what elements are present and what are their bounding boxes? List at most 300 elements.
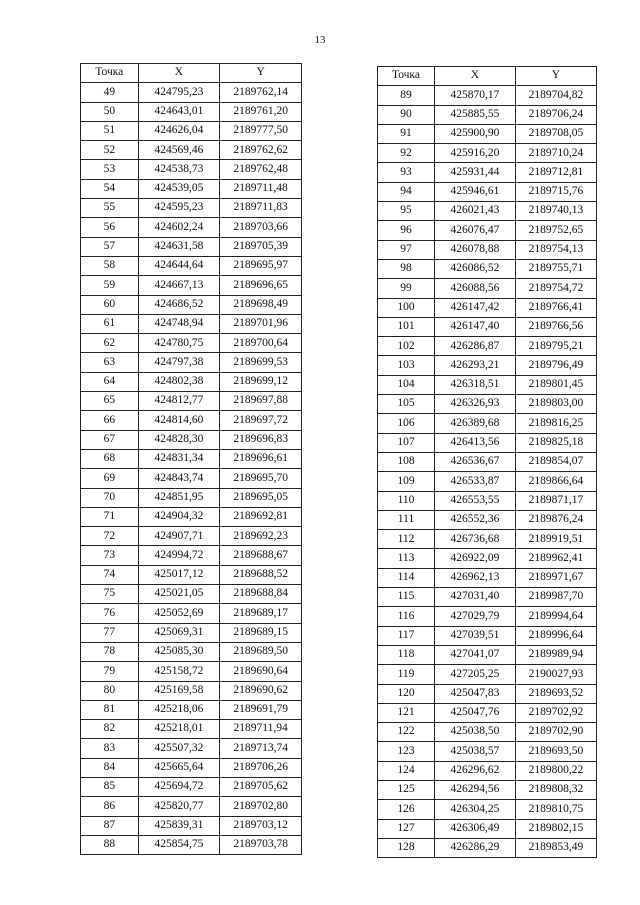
table-row: [81, 411, 302, 430]
cell-point: 54: [81, 179, 139, 198]
cell-point: 78: [81, 642, 139, 661]
cell-x: 426306,49: [435, 819, 516, 838]
cell-x: 424631,58: [138, 237, 220, 256]
table-row: [378, 684, 597, 703]
cell-y: 2189762,62: [220, 141, 302, 160]
cell-y: 2189866,64: [515, 472, 596, 491]
table-row: [378, 124, 597, 143]
cell-y: 2190027,93: [515, 665, 596, 684]
cell-y: 2189701,96: [220, 314, 302, 333]
table-row: [81, 739, 302, 758]
cell-point: 94: [378, 182, 435, 201]
cell-y: 2189762,14: [220, 83, 302, 102]
cell-y: 2189706,26: [220, 758, 302, 777]
table-row: [81, 141, 302, 160]
cell-x: 424851,95: [138, 488, 220, 507]
cell-x: 426078,88: [435, 240, 516, 259]
cell-x: 425946,61: [435, 182, 516, 201]
table-row: [378, 105, 597, 124]
cell-point: 97: [378, 240, 435, 259]
cell-y: 2189712,81: [515, 163, 596, 182]
cell-y: 2189777,50: [220, 121, 302, 140]
cell-y: 2189698,49: [220, 295, 302, 314]
cell-x: 427029,79: [435, 607, 516, 626]
cell-x: 426962,13: [435, 568, 516, 587]
cell-point: 76: [81, 604, 139, 623]
cell-point: 61: [81, 314, 139, 333]
table-row: [378, 838, 597, 857]
cell-point: 84: [81, 758, 139, 777]
table-row: [378, 472, 597, 491]
cell-y: 2189762,48: [220, 160, 302, 179]
cell-y: 2189713,74: [220, 739, 302, 758]
cell-x: 425158,72: [138, 662, 220, 681]
cell-y: 2189854,07: [515, 452, 596, 471]
cell-y: 2189693,50: [515, 742, 596, 761]
cell-point: 92: [378, 144, 435, 163]
table-row: [81, 276, 302, 295]
table-row: [81, 372, 302, 391]
cell-x: 425052,69: [138, 604, 220, 623]
cell-y: 2189795,21: [515, 337, 596, 356]
cell-point: 77: [81, 623, 139, 642]
table-row: [378, 298, 597, 317]
cell-y: 2189703,12: [220, 816, 302, 835]
cell-point: 57: [81, 237, 139, 256]
cell-point: 100: [378, 298, 435, 317]
cell-y: 2189702,80: [220, 797, 302, 816]
table-row: [81, 507, 302, 526]
table-row: [378, 317, 597, 336]
table-row: [378, 588, 597, 607]
cell-point: 118: [378, 645, 435, 664]
table-row: [378, 761, 597, 780]
table-row: [378, 607, 597, 626]
table-row: [378, 800, 597, 819]
table-row: [378, 221, 597, 240]
table-row: [81, 199, 302, 218]
cell-y: 2189876,24: [515, 510, 596, 529]
cell-y: 2189702,92: [515, 703, 596, 722]
cell-point: 74: [81, 565, 139, 584]
table-row: [81, 604, 302, 623]
cell-point: 60: [81, 295, 139, 314]
table-row: [81, 179, 302, 198]
cell-point: 117: [378, 626, 435, 645]
cell-point: 85: [81, 777, 139, 796]
cell-x: 426021,43: [435, 202, 516, 221]
table-row: [378, 780, 597, 799]
cell-point: 113: [378, 549, 435, 568]
cell-x: 424907,71: [138, 527, 220, 546]
cell-point: 68: [81, 449, 139, 468]
cell-y: 2189853,49: [515, 838, 596, 857]
table-row: [81, 797, 302, 816]
cell-point: 120: [378, 684, 435, 703]
cell-x: 424843,74: [138, 469, 220, 488]
cell-x: 425507,32: [138, 739, 220, 758]
cell-point: 58: [81, 256, 139, 275]
cell-point: 72: [81, 527, 139, 546]
cell-x: 424828,30: [138, 430, 220, 449]
table-row: [81, 777, 302, 796]
table-row: [81, 314, 302, 333]
cell-y: 2189994,64: [515, 607, 596, 626]
cell-point: 126: [378, 800, 435, 819]
cell-x: 424780,75: [138, 334, 220, 353]
table-row: [81, 121, 302, 140]
cell-point: 49: [81, 83, 139, 102]
cell-x: 426552,36: [435, 510, 516, 529]
cell-x: 425047,76: [435, 703, 516, 722]
cell-point: 105: [378, 395, 435, 414]
cell-y: 2189688,67: [220, 546, 302, 565]
table-row: [378, 491, 597, 510]
table-row: [378, 86, 597, 105]
cell-x: 426389,68: [435, 414, 516, 433]
cell-y: 2189710,24: [515, 144, 596, 163]
cell-y: 2189919,51: [515, 530, 596, 549]
cell-x: 426318,51: [435, 375, 516, 394]
cell-x: 425839,31: [138, 816, 220, 835]
cell-x: 426326,93: [435, 395, 516, 414]
cell-x: 427031,40: [435, 588, 516, 607]
cell-x: 425085,30: [138, 642, 220, 661]
table-row: [81, 816, 302, 835]
cell-x: 425665,64: [138, 758, 220, 777]
cell-point: 93: [378, 163, 435, 182]
table-row: [81, 256, 302, 275]
cell-y: 2189692,23: [220, 527, 302, 546]
cell-y: 2189688,52: [220, 565, 302, 584]
cell-x: 426076,47: [435, 221, 516, 240]
cell-x: 425885,55: [435, 105, 516, 124]
cell-y: 2189699,53: [220, 353, 302, 372]
cell-y: 2189697,88: [220, 392, 302, 411]
table-row: [378, 452, 597, 471]
table-row: [378, 645, 597, 664]
table-row: [378, 259, 597, 278]
cell-x: 425038,57: [435, 742, 516, 761]
cell-x: 425854,75: [138, 835, 220, 854]
cell-x: 424538,73: [138, 160, 220, 179]
cell-x: 424795,23: [138, 83, 220, 102]
cell-point: 86: [81, 797, 139, 816]
cell-y: 2189706,24: [515, 105, 596, 124]
coordinates-table-right: [377, 66, 597, 858]
cell-x: 424994,72: [138, 546, 220, 565]
cell-y: 2189691,79: [220, 700, 302, 719]
cell-point: 119: [378, 665, 435, 684]
cell-x: 425047,83: [435, 684, 516, 703]
cell-point: 53: [81, 160, 139, 179]
cell-y: 2189705,39: [220, 237, 302, 256]
cell-y: 2189766,41: [515, 298, 596, 317]
cell-x: 427039,51: [435, 626, 516, 645]
cell-x: 426088,56: [435, 279, 516, 298]
table-row: [378, 568, 597, 587]
table-row: [81, 758, 302, 777]
cell-x: 424626,04: [138, 121, 220, 140]
cell-point: 66: [81, 411, 139, 430]
table-row: [378, 433, 597, 452]
table-row: [378, 530, 597, 549]
cell-y: 2189962,41: [515, 549, 596, 568]
cell-x: 424814,60: [138, 411, 220, 430]
cell-x: 426086,52: [435, 259, 516, 278]
cell-x: 424802,38: [138, 372, 220, 391]
cell-x: 426922,09: [435, 549, 516, 568]
cell-x: 426304,25: [435, 800, 516, 819]
cell-y: 2189808,32: [515, 780, 596, 799]
header-x: X: [435, 67, 516, 86]
cell-x: 426147,42: [435, 298, 516, 317]
cell-y: 2189702,90: [515, 723, 596, 742]
cell-y: 2189766,56: [515, 317, 596, 336]
cell-point: 109: [378, 472, 435, 491]
table-row: [81, 488, 302, 507]
cell-x: 424797,38: [138, 353, 220, 372]
cell-point: 51: [81, 121, 139, 140]
table-row: [378, 337, 597, 356]
table-row: [81, 102, 302, 121]
cell-y: 2189711,48: [220, 179, 302, 198]
cell-point: 91: [378, 124, 435, 143]
cell-x: 426286,87: [435, 337, 516, 356]
table-row: [81, 585, 302, 604]
table-row: [81, 83, 302, 102]
table-row: [378, 819, 597, 838]
cell-x: 425694,72: [138, 777, 220, 796]
cell-point: 110: [378, 491, 435, 510]
table-row: [81, 623, 302, 642]
cell-y: 2189971,67: [515, 568, 596, 587]
cell-point: 83: [81, 739, 139, 758]
table-row: [378, 279, 597, 298]
table-row: [378, 510, 597, 529]
table-row: [378, 202, 597, 221]
cell-y: 2189690,62: [220, 681, 302, 700]
cell-y: 2189708,05: [515, 124, 596, 143]
table-row: [81, 392, 302, 411]
cell-point: 116: [378, 607, 435, 626]
cell-point: 62: [81, 334, 139, 353]
cell-x: 426286,29: [435, 838, 516, 857]
cell-y: 2189692,81: [220, 507, 302, 526]
cell-y: 2189697,72: [220, 411, 302, 430]
cell-y: 2189700,64: [220, 334, 302, 353]
cell-y: 2189816,25: [515, 414, 596, 433]
table-row: [81, 662, 302, 681]
cell-x: 425900,90: [435, 124, 516, 143]
cell-y: 2189800,22: [515, 761, 596, 780]
cell-y: 2189688,84: [220, 585, 302, 604]
cell-x: 425017,12: [138, 565, 220, 584]
cell-y: 2189810,75: [515, 800, 596, 819]
cell-y: 2189703,66: [220, 218, 302, 237]
cell-point: 124: [378, 761, 435, 780]
table-row: [378, 356, 597, 375]
cell-x: 424748,94: [138, 314, 220, 333]
cell-y: 2189740,13: [515, 202, 596, 221]
cell-point: 121: [378, 703, 435, 722]
table-row: [81, 527, 302, 546]
table-row: [378, 240, 597, 259]
cell-point: 103: [378, 356, 435, 375]
cell-y: 2189696,61: [220, 449, 302, 468]
cell-y: 2189699,12: [220, 372, 302, 391]
cell-y: 2189689,15: [220, 623, 302, 642]
cell-y: 2189696,65: [220, 276, 302, 295]
cell-point: 50: [81, 102, 139, 121]
cell-x: 424904,32: [138, 507, 220, 526]
cell-x: 425218,01: [138, 720, 220, 739]
header-x: X: [138, 64, 220, 83]
header-point: Точка: [378, 67, 435, 86]
cell-x: 425820,77: [138, 797, 220, 816]
cell-y: 2189996,64: [515, 626, 596, 645]
cell-point: 123: [378, 742, 435, 761]
cell-x: 424812,77: [138, 392, 220, 411]
table-row: [378, 742, 597, 761]
cell-y: 2189871,17: [515, 491, 596, 510]
table-row: [378, 182, 597, 201]
table-header-row: [378, 67, 597, 86]
cell-y: 2189754,13: [515, 240, 596, 259]
cell-x: 426296,62: [435, 761, 516, 780]
cell-y: 2189704,82: [515, 86, 596, 105]
cell-y: 2189689,17: [220, 604, 302, 623]
cell-point: 75: [81, 585, 139, 604]
cell-point: 64: [81, 372, 139, 391]
cell-y: 2189703,78: [220, 835, 302, 854]
cell-y: 2189711,94: [220, 720, 302, 739]
cell-x: 426533,87: [435, 472, 516, 491]
table-row: [378, 414, 597, 433]
cell-point: 59: [81, 276, 139, 295]
cell-point: 65: [81, 392, 139, 411]
cell-x: 426536,67: [435, 452, 516, 471]
cell-point: 73: [81, 546, 139, 565]
cell-x: 426293,21: [435, 356, 516, 375]
cell-point: 102: [378, 337, 435, 356]
table-row: [81, 469, 302, 488]
cell-x: 425038,50: [435, 723, 516, 742]
cell-x: 425021,05: [138, 585, 220, 604]
header-y: Y: [220, 64, 302, 83]
cell-point: 106: [378, 414, 435, 433]
cell-y: 2189987,70: [515, 588, 596, 607]
table-row: [81, 681, 302, 700]
cell-x: 424644,64: [138, 256, 220, 275]
table-row: [378, 703, 597, 722]
cell-point: 63: [81, 353, 139, 372]
cell-point: 88: [81, 835, 139, 854]
cell-point: 70: [81, 488, 139, 507]
cell-y: 2189696,83: [220, 430, 302, 449]
cell-point: 89: [378, 86, 435, 105]
cell-point: 56: [81, 218, 139, 237]
cell-y: 2189802,15: [515, 819, 596, 838]
cell-point: 67: [81, 430, 139, 449]
cell-point: 79: [81, 662, 139, 681]
cell-point: 115: [378, 588, 435, 607]
table-row: [378, 375, 597, 394]
cell-point: 112: [378, 530, 435, 549]
cell-point: 111: [378, 510, 435, 529]
cell-point: 71: [81, 507, 139, 526]
cell-point: 108: [378, 452, 435, 471]
table-row: [378, 723, 597, 742]
cell-x: 424595,23: [138, 199, 220, 218]
table-row: [378, 395, 597, 414]
table-row: [81, 449, 302, 468]
coordinates-table-left: [80, 63, 302, 855]
cell-y: 2189754,72: [515, 279, 596, 298]
table-row: [81, 835, 302, 854]
table-row: [81, 430, 302, 449]
cell-point: 101: [378, 317, 435, 336]
table-row: [81, 546, 302, 565]
cell-x: 424569,46: [138, 141, 220, 160]
cell-point: 104: [378, 375, 435, 394]
cell-y: 2189803,00: [515, 395, 596, 414]
cell-x: 424539,05: [138, 179, 220, 198]
cell-y: 2189761,20: [220, 102, 302, 121]
cell-x: 425870,17: [435, 86, 516, 105]
cell-x: 425916,20: [435, 144, 516, 163]
cell-y: 2189755,71: [515, 259, 596, 278]
table-header-row: [81, 64, 302, 83]
table-row: [378, 549, 597, 568]
cell-y: 2189705,62: [220, 777, 302, 796]
cell-y: 2189695,70: [220, 469, 302, 488]
table-row: [81, 334, 302, 353]
cell-y: 2189695,97: [220, 256, 302, 275]
table-row: [378, 626, 597, 645]
cell-point: 52: [81, 141, 139, 160]
table-row: [81, 720, 302, 739]
cell-x: 427205,25: [435, 665, 516, 684]
table-row: [81, 295, 302, 314]
cell-point: 99: [378, 279, 435, 298]
cell-x: 426553,55: [435, 491, 516, 510]
cell-x: 426147,40: [435, 317, 516, 336]
cell-y: 2189989,94: [515, 645, 596, 664]
cell-x: 424602,24: [138, 218, 220, 237]
cell-y: 2189693,52: [515, 684, 596, 703]
cell-x: 425169,58: [138, 681, 220, 700]
table-row: [81, 237, 302, 256]
cell-y: 2189695,05: [220, 488, 302, 507]
cell-point: 98: [378, 259, 435, 278]
cell-point: 90: [378, 105, 435, 124]
cell-point: 96: [378, 221, 435, 240]
cell-y: 2189796,49: [515, 356, 596, 375]
cell-y: 2189689,50: [220, 642, 302, 661]
cell-x: 425218,06: [138, 700, 220, 719]
cell-y: 2189752,65: [515, 221, 596, 240]
cell-point: 81: [81, 700, 139, 719]
cell-x: 424643,01: [138, 102, 220, 121]
cell-y: 2189690,64: [220, 662, 302, 681]
cell-x: 425931,44: [435, 163, 516, 182]
cell-point: 122: [378, 723, 435, 742]
cell-point: 114: [378, 568, 435, 587]
cell-point: 125: [378, 780, 435, 799]
table-row: [378, 144, 597, 163]
cell-x: 424667,13: [138, 276, 220, 295]
